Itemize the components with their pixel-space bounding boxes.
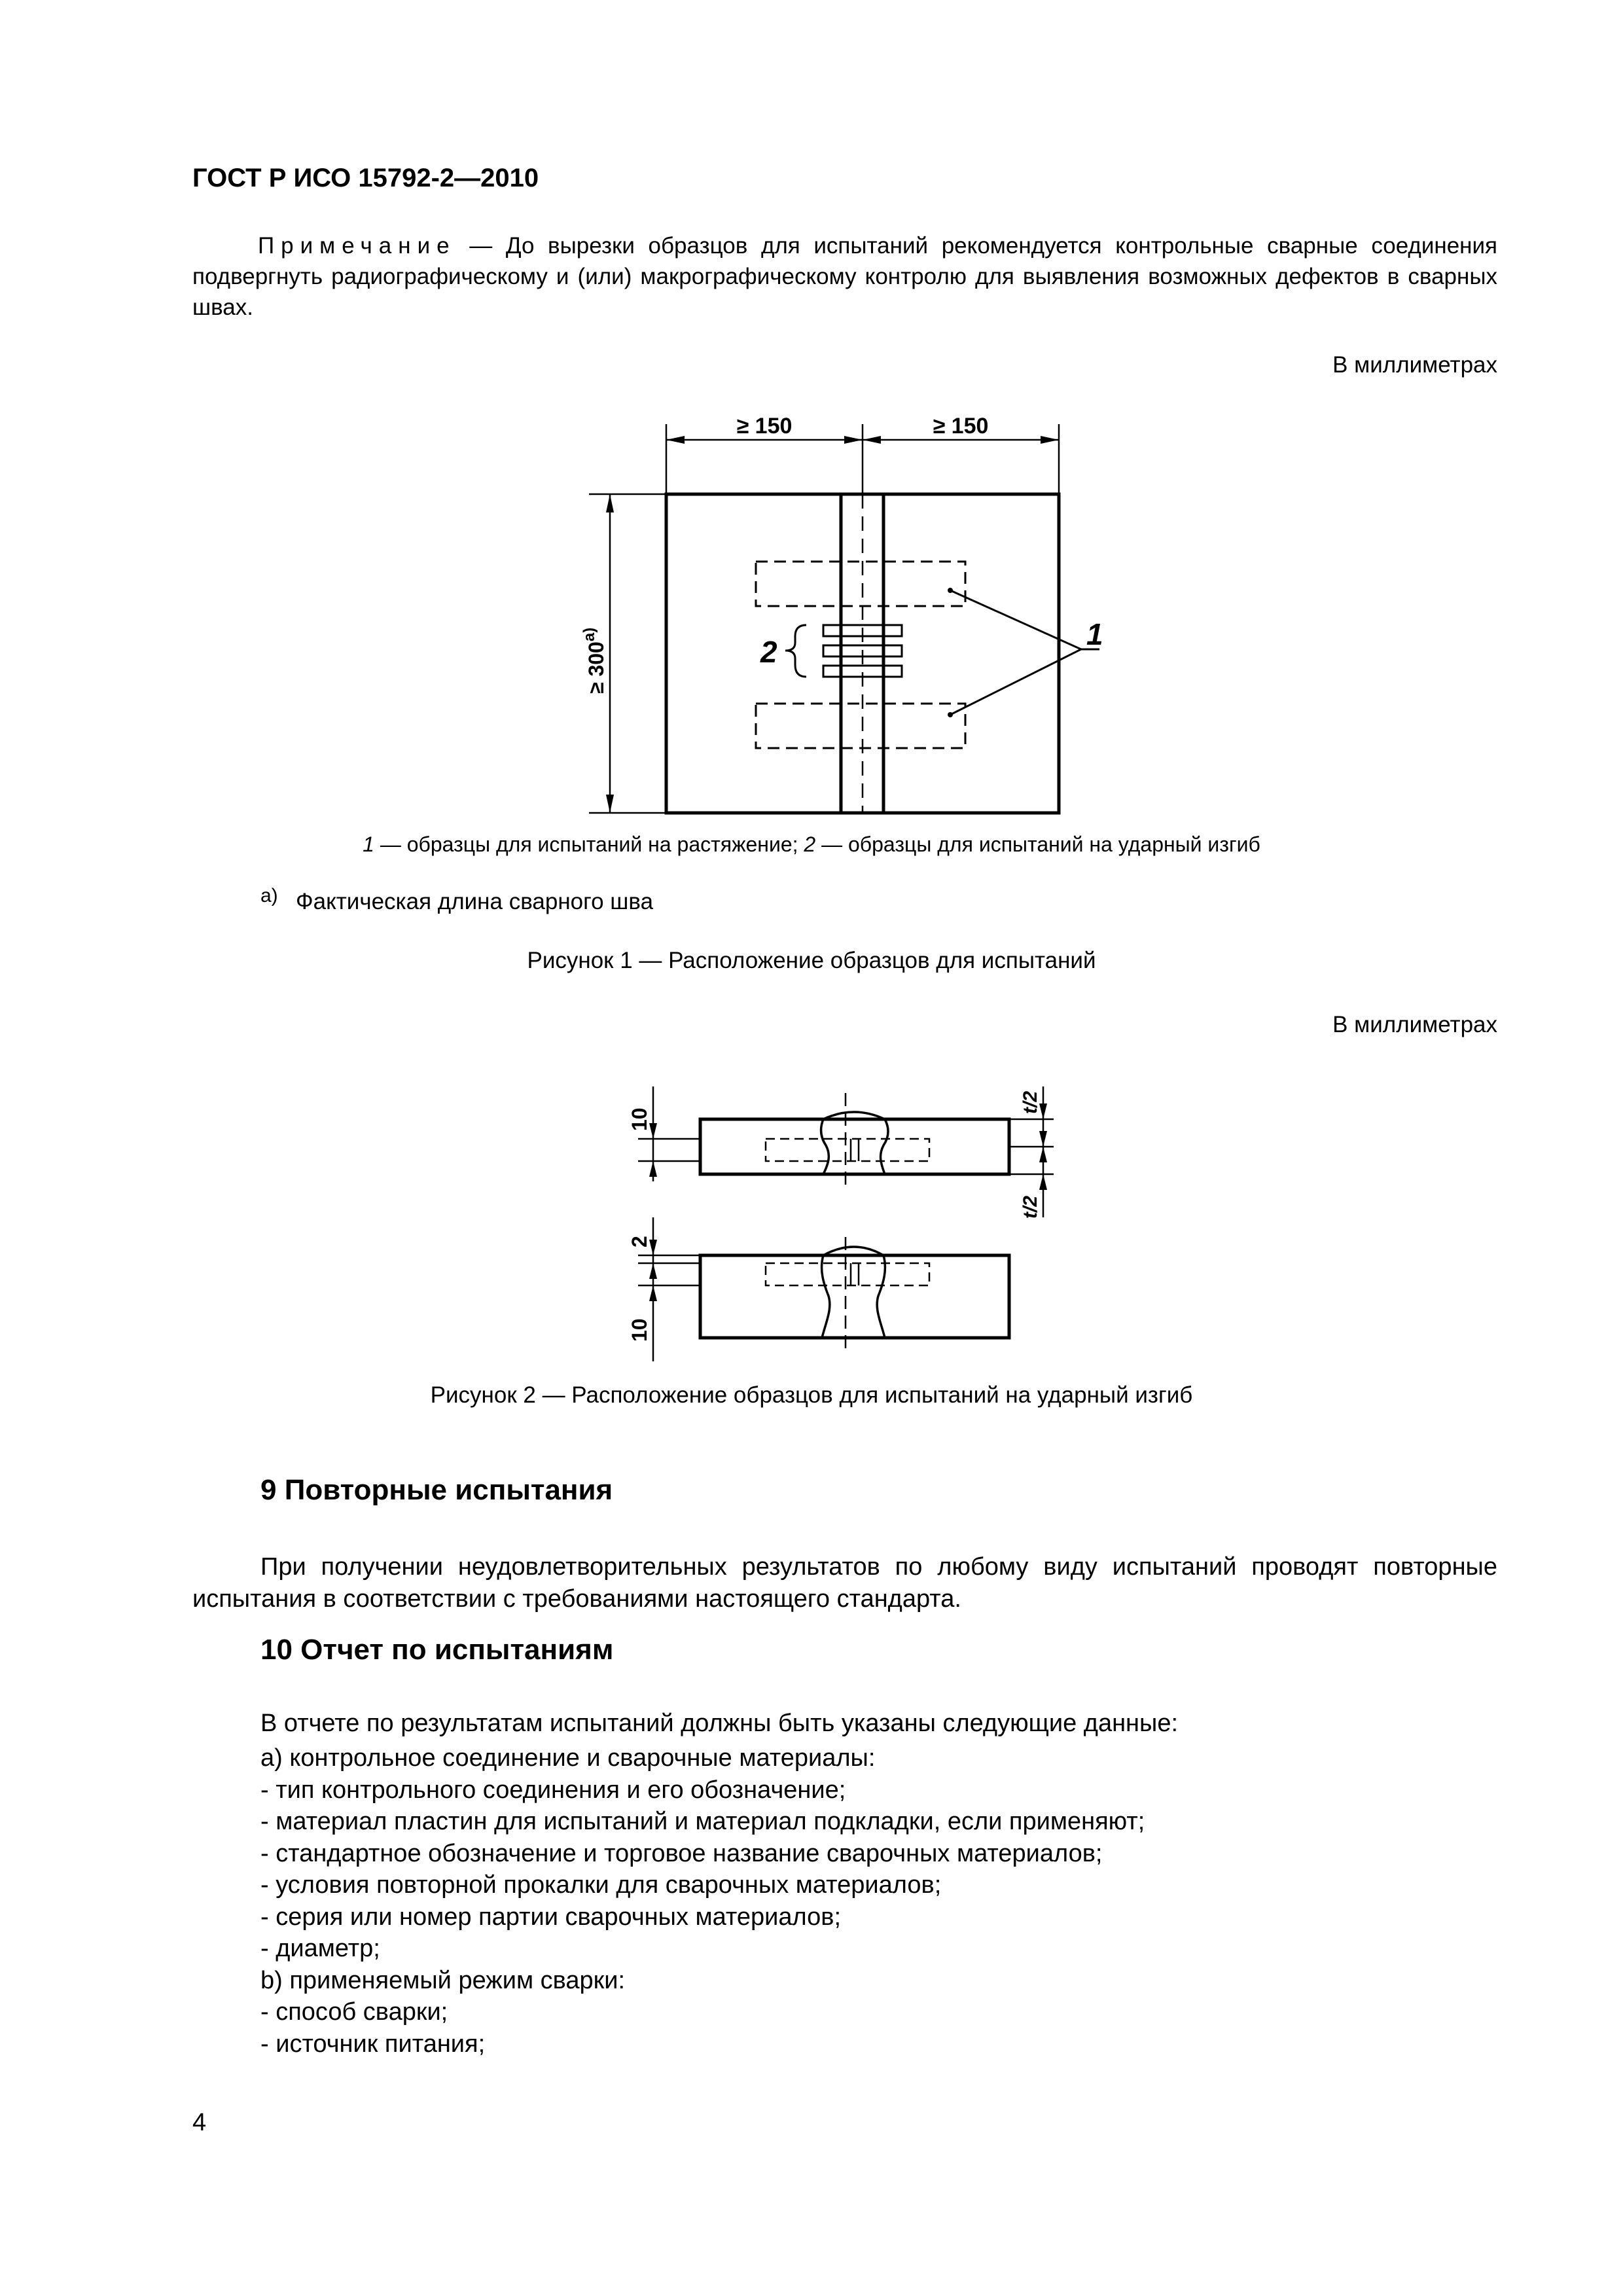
list-item: - источник питания; — [260, 2030, 486, 2058]
dim-label-t2-top: t/2 — [1020, 1090, 1041, 1114]
dim-height-value: ≥ 300 — [584, 641, 608, 694]
section9-heading: 9 Повторные испытания — [260, 1474, 613, 1506]
list-item: - материал пластин для испытаний и материал подкладки, если применяют; — [260, 1808, 1145, 1835]
dim-label-height — [580, 628, 608, 694]
figure1-legend — [0, 833, 1623, 857]
leader-line-top — [950, 590, 1081, 649]
figure1-drawing — [0, 0, 1623, 851]
legend-key-2: 2 — [804, 833, 816, 856]
section10-heading: 10 Отчет по испытаниям — [260, 1634, 614, 1666]
dim-label-2: 2 — [628, 1236, 651, 1247]
tensile-specimen-top — [756, 562, 965, 606]
list-item: - серия или номер партии сварочных материалов; — [260, 1903, 842, 1931]
section10-intro: В отчете по результатам испытаний должны быть указаны следующие данные: — [260, 1710, 1179, 1737]
footnote-mark: а) — [260, 885, 278, 906]
dim-label-left: ≥ 150 — [736, 414, 793, 439]
impact-brace — [785, 625, 806, 677]
dim-label-10-top: 10 — [628, 1107, 651, 1131]
list-item: - условия повторной прокалки для сварочных материалов; — [260, 1871, 942, 1899]
legend-text-1: — образцы для испытаний на растяжение; — [374, 833, 804, 856]
document-header: ГОСТ Р ИСО 15792-2—2010 — [192, 164, 539, 192]
footnote-text: Фактическая длина сварного шва — [296, 889, 654, 914]
note-text: — До вырезки образцов для испытаний рекомендуется контрольные сварные соединения подвергнуть радиографическому и (или) макрографическому контролю для выявления возможных дефектов в сварных швах. — [192, 233, 1497, 320]
page-number: 4 — [192, 2109, 207, 2136]
dim-label-right: ≥ 150 — [933, 414, 989, 439]
figure2-units: В миллиметрах — [1332, 1012, 1497, 1037]
label-1: 1 — [1086, 617, 1103, 651]
plate-upper — [700, 1119, 1009, 1174]
section9-text: При получении неудовлетворительных результатов по любому виду испытаний проводят повторные испытания в соответствии с требованиями настоящего стандарта. — [192, 1553, 1497, 1613]
list-item: - диаметр; — [260, 1935, 380, 1962]
plate-lower — [700, 1255, 1009, 1338]
dim-label-10-bottom: 10 — [628, 1318, 651, 1342]
section10-list — [260, 1742, 1504, 2060]
legend-key-1: 1 — [363, 833, 374, 856]
list-item: а) контрольное соединение и сварочные материалы: — [260, 1744, 876, 1772]
figure1-title: Рисунок 1 — Расположение образцов для испытаний — [527, 948, 1096, 973]
list-item: b) применяемый режим сварки: — [260, 1966, 626, 1994]
list-item: - способ сварки; — [260, 1998, 448, 2026]
specimen-upper — [766, 1139, 929, 1161]
label-2: 2 — [760, 635, 777, 669]
note-label: Примечание — [258, 233, 456, 259]
figure1-units: В миллиметрах — [1332, 352, 1497, 378]
list-item: - тип контрольного соединения и его обозначение; — [260, 1776, 846, 1804]
legend-text-2: — образцы для испытаний на ударный изгиб — [815, 833, 1260, 856]
list-item: - стандартное обозначение и торговое название сварочных материалов; — [260, 1839, 1103, 1867]
dim-label-t2-bottom: t/2 — [1020, 1195, 1041, 1219]
weld-upper — [821, 1112, 889, 1174]
leader-line-bottom — [950, 649, 1081, 715]
specimen-lower — [766, 1263, 929, 1285]
figure2-title: Рисунок 2 — Расположение образцов для испытаний на ударный изгиб — [430, 1382, 1193, 1408]
weld-lower — [822, 1247, 885, 1338]
figure2-drawing — [0, 1047, 1623, 1388]
tensile-specimen-bottom — [756, 704, 965, 748]
dim-height-sup: a) — [580, 627, 598, 642]
